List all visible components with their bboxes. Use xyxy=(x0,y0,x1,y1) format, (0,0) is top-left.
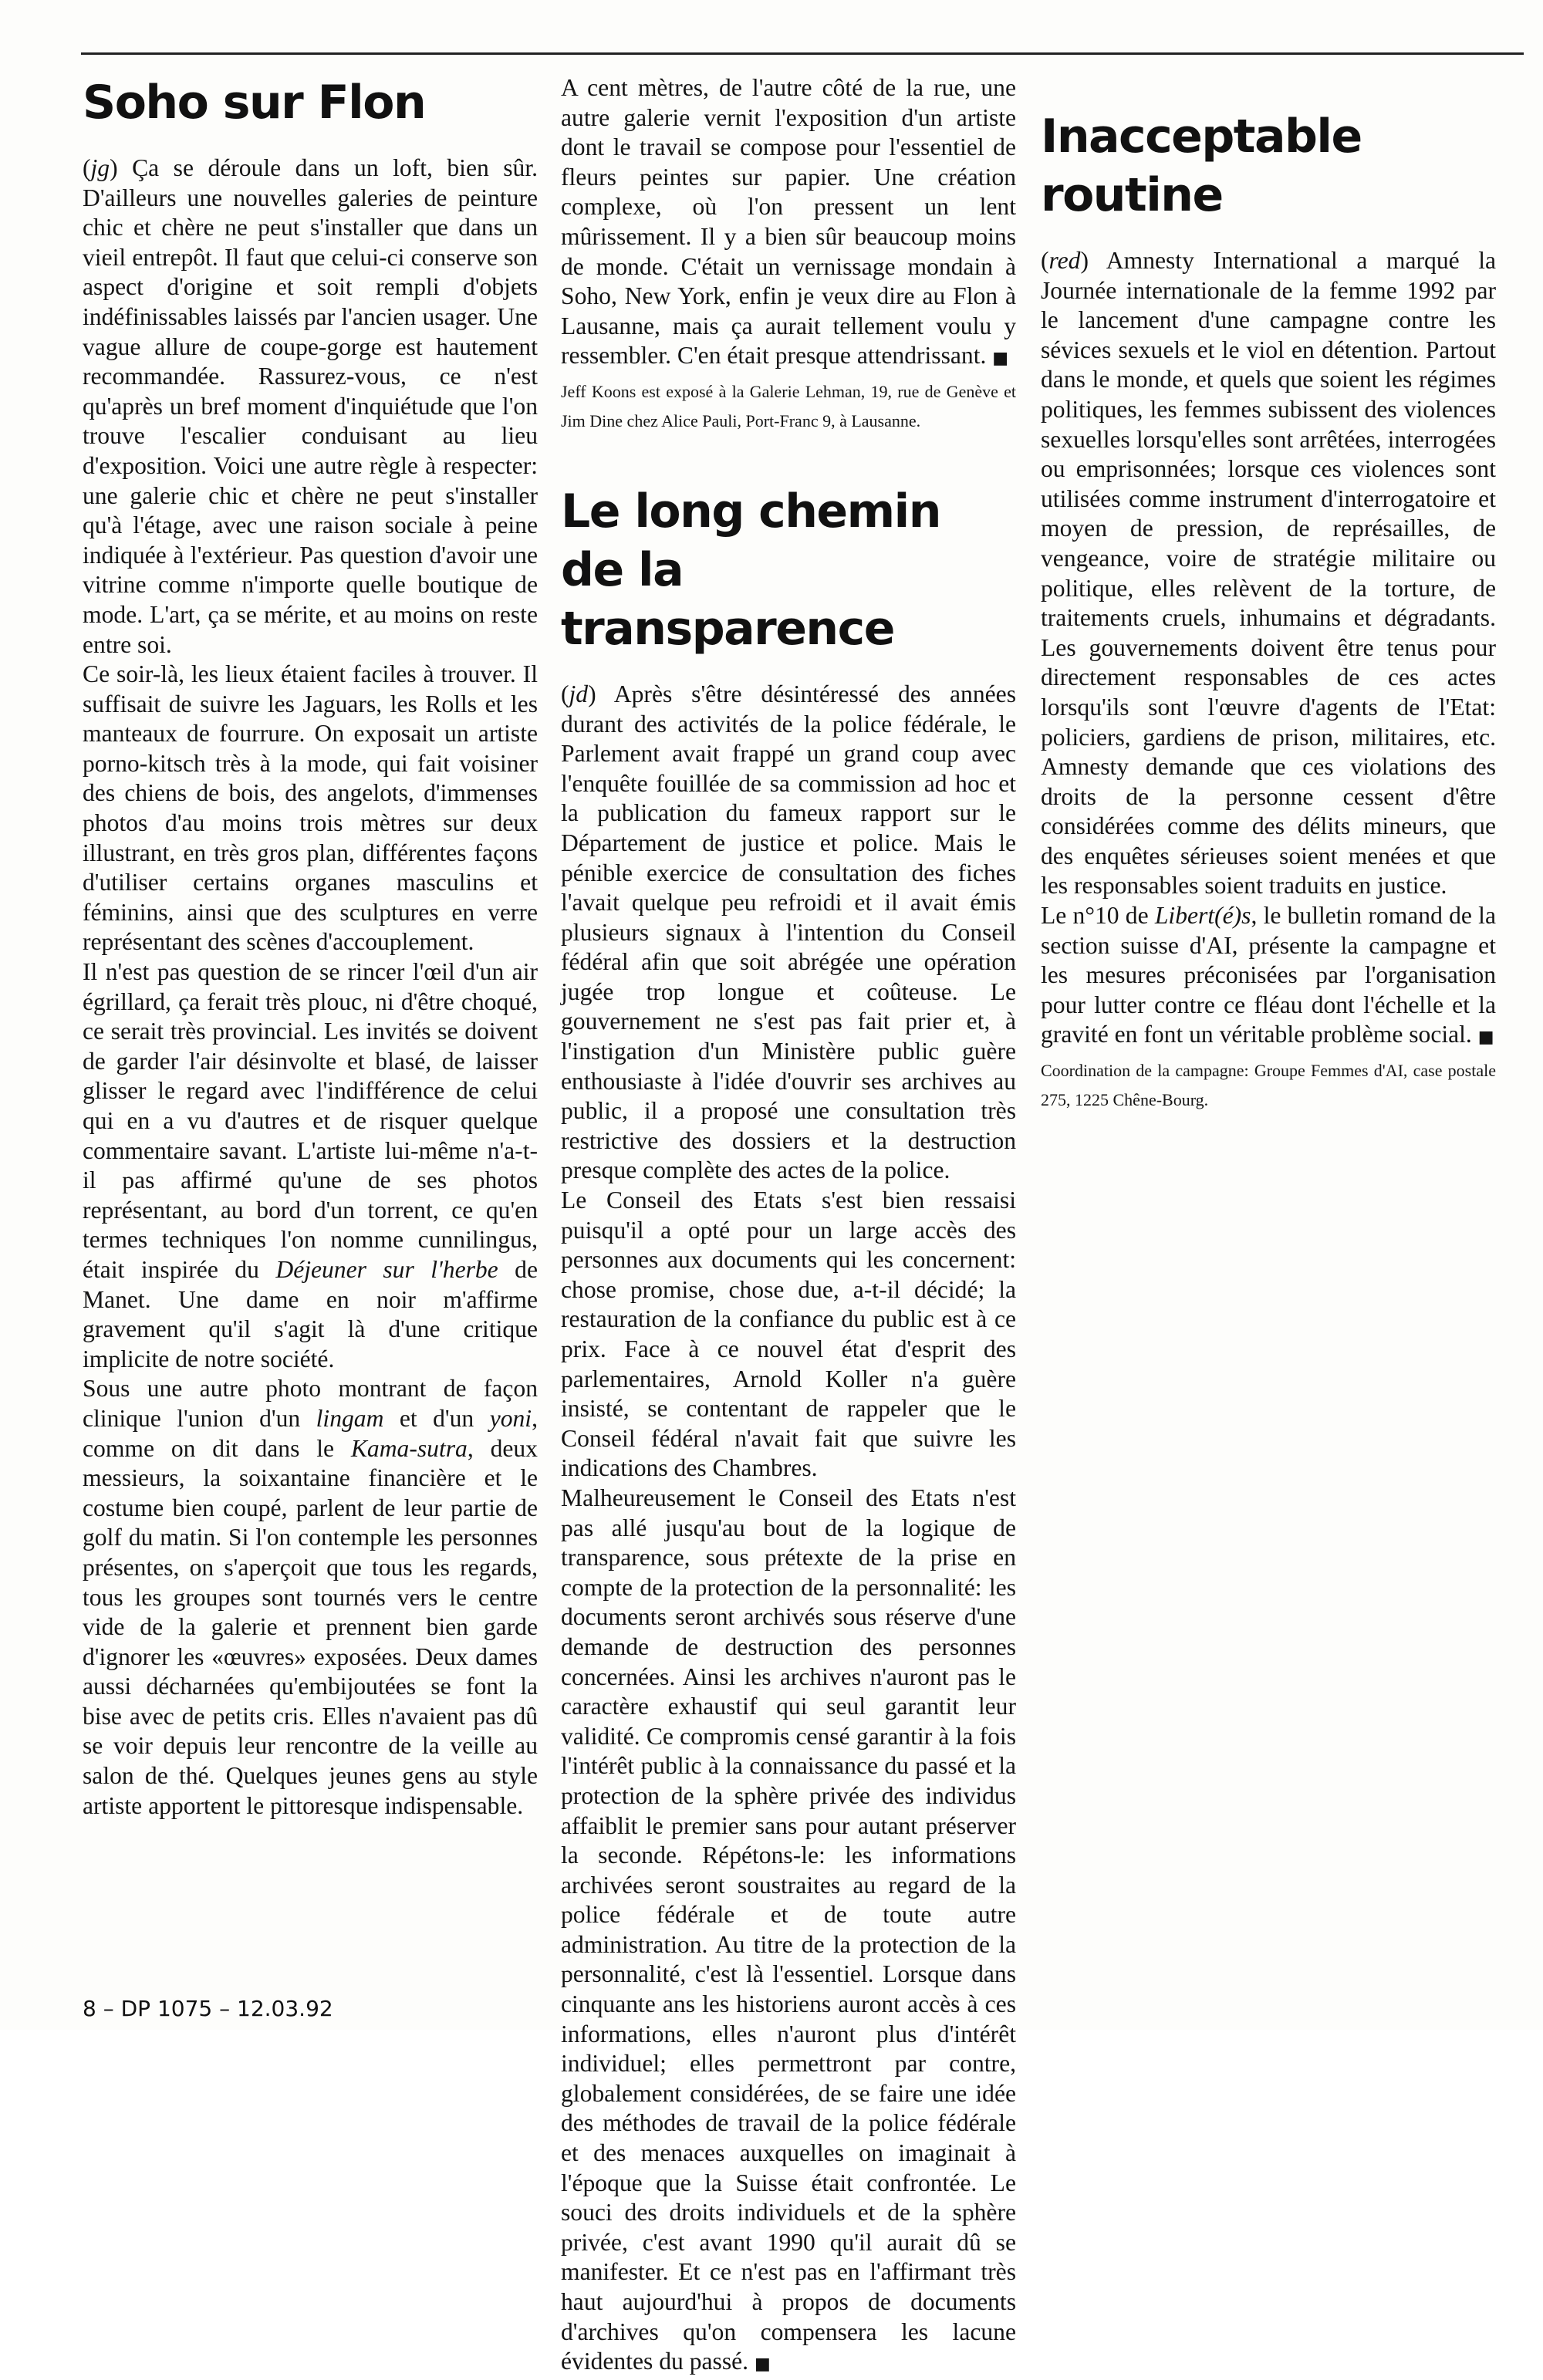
soho-paragraph-2: Ce soir-là, les lieux étaient faciles à trouver. Il suffisait de suivre les Jaguars, les Rolls et les manteaux de fourrure. On exposait un artiste porno-kitsch très à la mode, qui fait voisiner des chiens de bois, des angelots, d'immenses photos d'au moins trois mètres sur deux illustrant, en très gros plan, différentes façons d'utiliser certains organes masculins et féminins, ainsi que des sculptures en verre représentant des scènes d'accouplement. xyxy=(83,660,538,956)
soho-exhibition-note: Jeff Koons est exposé à la Galerie Lehman, 19, rue de Genève et Jim Dine chez Alice Pauli, Port-Franc 9, à Lausanne. xyxy=(561,381,1016,430)
column-2 xyxy=(561,73,1016,2380)
column-3 xyxy=(1041,73,1496,1115)
transparence-paragraph-2: Le Conseil des Etats s'est bien ressaisi puisqu'il a opté pour un large accès des personnes aux documents qui les concernent: chose promise, chose due, a-t-il décidé; la restauration de la confiance du public est à ce prix. Face à ce nouvel état d'esprit des parlementaires, Arnold Koller n'a guère insisté, se contentant de rappeler que le Conseil fédéral n'avait fait que suivre les indications des Chambres. xyxy=(561,1187,1016,1482)
soho-paragraph-1: (jg) Ça se déroule dans un loft, bien sûr. D'ailleurs une nouvelles galeries de peinture chic et chère ne peut s'installer que dans un vieil entrepôt. Il faut que celui-ci conserve son aspect d'origine et soit rempli d'objets indéfinissables laissés par l'ancien usager. Une vague allure de coupe-gorge est hautement recommandée. Rassurez-vous, ce n'est qu'après un bref moment d'inquiétude que l'on trouve l'escalier conduisant au lieu d'exposition. Voici une autre règle à respecter: une galerie chic et chère ne peut s'installer qu'à l'étage, avec une raison sociale à peine indiquée à l'extérieur. Pas question d'avoir une vitrine comme n'importe quelle boutique de mode. L'art, ça se mérite, et au moins on reste entre soi. xyxy=(83,154,538,658)
transparence-paragraph-3-text: Malheureusement le Conseil des Etats n'est pas allé jusqu'au bout de la logique de transparence, sous prétexte de la prise en compte de la protection de la personnalité: les documents seront archivés sous réserve d'une demande de destruction des personnes concernées. Ainsi les archives n'auront pas le caractère exhaustif qui seul garantit leur validité. Ce compromis censé garantir à la fois l'intérêt public à la connaissance du passé et la protection de la sphère privée des individus affaiblit le premier sans pour autant préserver la seconde. Répétons-le: les informations archivées seront soustraites au regard de la police fédérale et de toute autre administration. Au titre de la protection de la personnalité, c'est là l'essentiel. Lorsque dans cinquante ans les historiens auront accès à ces informations, elles n'auront plus d'intérêt individuel; elles permettront par contre, globalement considérées, de se faire une idée des méthodes de travail de la police fédérale et des menaces auxquelles on imaginait à l'époque que la Suisse était confrontée. Le souci des droits individuels et de la sphère privée, c'est avant 1990 qu'il aurait dû se manifester. Et ce n'est pas en l'affirmant très haut aujourd'hui à propos de documents d'archives qu'on compensera les lacune évidentes du passé. xyxy=(561,1484,1016,2375)
end-mark: ■ xyxy=(992,349,1009,369)
routine-paragraph-2-text: Le n°10 de Libert(é)s, le bulletin romand de la section suisse d'AI, présente la campagne et les mesures préconisées par l'organisation pour lutter contre ce fléau dont l'échelle et la gravité en font un véritable problème social. xyxy=(1041,902,1496,1048)
soho-paragraph-5-text: A cent mètres, de l'autre côté de la rue, une autre galerie vernit l'exposition d'un artiste dont le travail se compose pour l'essentiel de fleurs peintes sur papier. Une création complexe, où l'on pressent un lent mûrissement. Il y a bien sûr beaucoup moins de monde. C'était un vernissage mondain à Soho, New York, enfin je veux dire au Flon à Lausanne, mais ça aurait tellement voulu y ressembler. C'en était presque attendrissant. xyxy=(561,74,1016,370)
end-mark: ■ xyxy=(754,2355,771,2375)
routine-coordination-note: Coordination de la campagne: Groupe Femmes d'AI, case postale 275, 1225 Chêne-Bourg. xyxy=(1041,1061,1496,1110)
routine-paragraph-1: (red) Amnesty International a marqué la Journée internationale de la femme 1992 par le lancement d'une campagne contre les sévices sexuels et le viol en détention. Partout dans le monde, et quels que soient les régimes politiques, les femmes subissent des violences sexuelles lorsqu'elles sont arrêtées, interrogées ou emprisonnées; lorsque ces violences sont utilisées comme instrument d'interrogatoire et moyen de pression, de représailles, de vengeance, voire de stratégie militaire ou politique, elles relèvent de la torture, de traitements cruels, inhumains et dégradants. Les gouvernements doivent être tenus pour directement responsables de ces actes lorsqu'ils sont l'œuvre d'agents de l'Etat: policiers, gardiens de prison, militaires, etc. Amnesty demande que ces violations des droits de la personne cessent d'être considérées comme des délits mineurs, que des enquêtes sérieuses soient menées et que les responsables soient traduits en justice. xyxy=(1041,247,1496,900)
routine-paragraph-2 xyxy=(1041,901,1496,1053)
column-1 xyxy=(83,73,538,1821)
soho-paragraph-3: Il n'est pas question de se rincer l'œil d'un air égrillard, ça ferait très plouc, ni d'être choqué, ce serait très provincial. Les invités se doivent de garder l'air désinvolte et blasé, de laisser glisser le regard avec l'indifférence de celui qui en a vu d'autres et de risquer quelque commentaire savant. L'artiste lui-même n'a-t-il pas affirmé qu'une de ses photos représentant, au bord d'un torrent, ce qu'en termes techniques l'on nomme cunnilingus, était inspirée du Déjeuner sur l'herbe de Manet. Une dame en noir m'affirme gravement qu'il s'agit là d'une critique implicite de notre société. xyxy=(83,958,538,1372)
headline-transparence: Le long chemin de la transparence xyxy=(561,484,940,656)
transparence-paragraph-3 xyxy=(561,1484,1016,2380)
soho-paragraph-5 xyxy=(561,73,1016,374)
transparence-paragraph-1: (jd) Après s'être désintéressé des années durant des activités de la police fédérale, le Parlement avait frappé un grand coup avec l'enquête fouillée de sa commission ad hoc et la publication du fameux rapport sur le Département de justice et police. Mais le pénible exercice de consultation des fiches l'avait quelque peu refroidi et il avait émis plusieurs signaux à l'intention du Conseil fédéral afin que soit abrégée une opération jugée trop longue et coûteuse. Le gouvernement ne s'est pas fait prier et, à l'instigation d'un Ministère public guère enthousiaste à l'idée d'ouvrir ses archives au public, il a proposé une consultation très restrictive des dossiers et la destruction presque complète des actes de la police. xyxy=(561,680,1016,1184)
end-mark: ■ xyxy=(1477,1028,1494,1048)
soho-paragraph-4: Sous une autre photo montrant de façon clinique l'union d'un lingam et d'un yoni, comme on dit dans le Kama-sutra, deux messieurs, la soixantaine financière et le costume bien coupé, parlent de leur partie de golf du matin. Si l'on contemple les personnes présentes, on s'aperçoit que tous les regards, tous les groupes sont tournés vers le centre vide de la galerie et prennent bien garde d'ignorer les «œuvres» exposées. Deux dames aussi décharnées qu'embijoutées se font la bise avec de petits cris. Elles n'avaient pas dû se voir depuis leur rencontre de la veille au salon de thé. Quelques jeunes gens au style artiste apportent le pittoresque indispensable. xyxy=(83,1375,538,1819)
top-rule xyxy=(81,52,1524,55)
headline-routine: Inacceptable routine xyxy=(1041,110,1362,222)
page-footer: 8 – DP 1075 – 12.03.92 xyxy=(83,1996,333,2021)
headline-soho: Soho sur Flon xyxy=(83,76,426,130)
